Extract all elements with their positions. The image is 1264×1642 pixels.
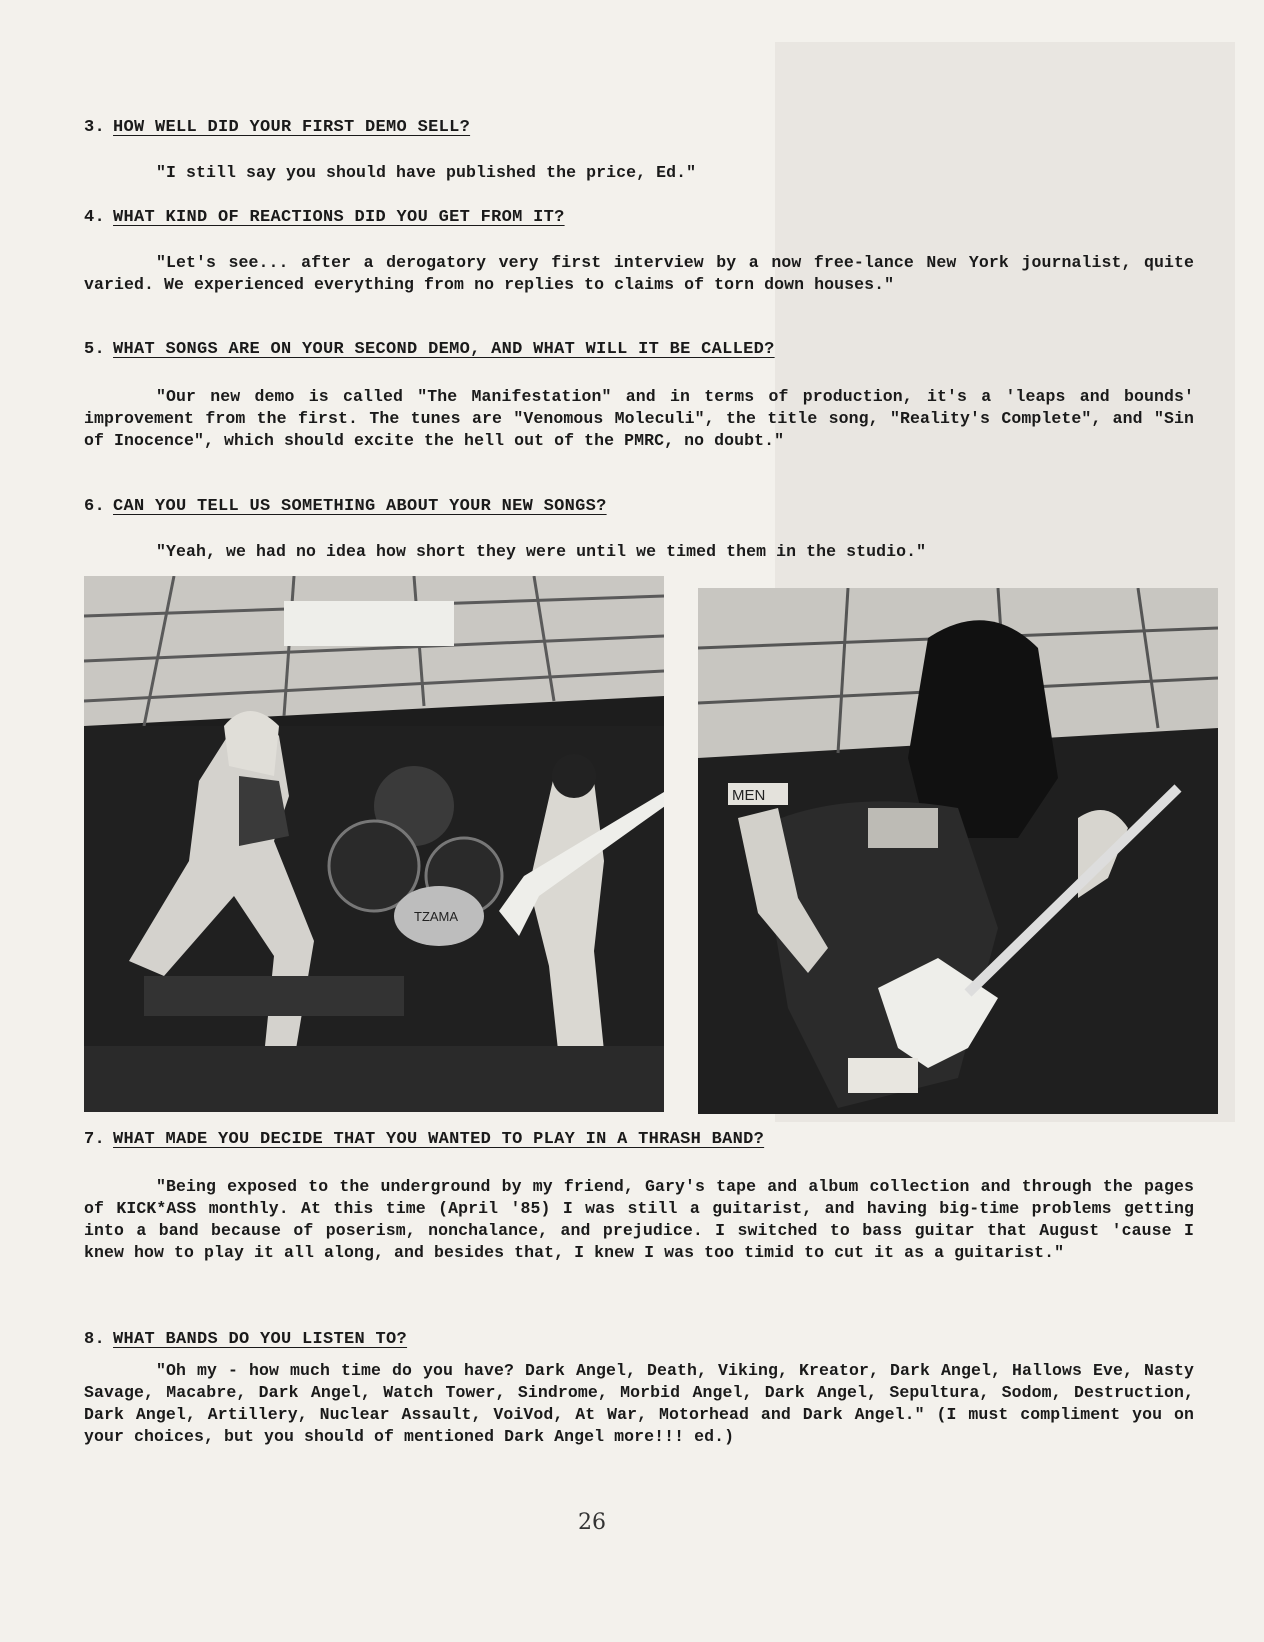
answer-6: "Yeah, we had no idea how short they were until we timed them in the studio." [156,542,927,561]
question-3-title: HOW WELL DID YOUR FIRST DEMO SELL? [113,118,471,137]
question-7: 7. WHAT MADE YOU DECIDE THAT YOU WANTED TO PLAY IN A THRASH BAND? [84,1130,765,1149]
page-number: 26 [578,1510,606,1535]
question-6: 6. CAN YOU TELL US SOMETHING ABOUT YOUR NEW SONGS? [84,497,607,516]
concert-photo-band-image [84,576,664,1112]
question-8-title: WHAT BANDS DO YOU LISTEN TO? [113,1330,408,1349]
concert-photo-bassist-image [698,588,1218,1114]
question-4-title: WHAT KIND OF REACTIONS DID YOU GET FROM IT? [113,208,565,227]
wall-sign: MEN [732,787,766,804]
answer-5: "Our new demo is called "The Manifestation" and in terms of production, it's a 'leaps and bounds' improvement from the first. The tunes are "Venomous Moleculi", the title song, "Reality's Complete", and "Sin of Inocence", which should excite the hell out of the PMRC, no doubt." [84,387,1194,450]
question-3: 3. HOW WELL DID YOUR FIRST DEMO SELL? [84,118,471,137]
question-5: 5. WHAT SONGS ARE ON YOUR SECOND DEMO, AND WHAT WILL IT BE CALLED? [84,340,775,359]
answer-3: "I still say you should have published the price, Ed." [156,163,697,182]
question-4: 4. WHAT KIND OF REACTIONS DID YOU GET FROM IT? [84,208,565,227]
concert-photo-band [84,576,664,1112]
question-8: 8. WHAT BANDS DO YOU LISTEN TO? [84,1330,408,1349]
concert-photo-bassist [698,588,1218,1114]
answer-7: "Being exposed to the underground by my friend, Gary's tape and album collection and through the pages of KICK*ASS monthly. At this time (April '85) I was still a guitarist, and having big-time problems getting into a band because of poserism, nonchalance, and prejudice. I switched to bass guitar that August 'cause I knew how to play it all along, and besides that, I knew I was too timid to cut it as a guitarist." [84,1177,1194,1262]
answer-4: "Let's see... after a derogatory very first interview by a now free-lance New York journalist, quite varied. We experienced everything from no replies to claims of torn down houses." [84,253,1194,294]
question-6-title: CAN YOU TELL US SOMETHING ABOUT YOUR NEW SONGS? [113,497,607,516]
question-7-title: WHAT MADE YOU DECIDE THAT YOU WANTED TO PLAY IN A THRASH BAND? [113,1130,765,1149]
drum-logo: TZAMA [414,909,459,924]
answer-8: "Oh my - how much time do you have? Dark Angel, Death, Viking, Kreator, Dark Angel, Hallows Eve, Nasty Savage, Macabre, Dark Angel, Watch Tower, Sindrome, Morbid Angel, Dark Angel, Sepultura, Sodom, Destruction, Dark Angel, Artillery, Nuclear Assault, VoiVod, At War, Motorhead and Dark Angel." (I must compliment you on your choices, but you should of mentioned Dark Angel more!!! ed.) [84,1361,1194,1446]
question-5-title: WHAT SONGS ARE ON YOUR SECOND DEMO, AND WHAT WILL IT BE CALLED? [113,340,775,359]
